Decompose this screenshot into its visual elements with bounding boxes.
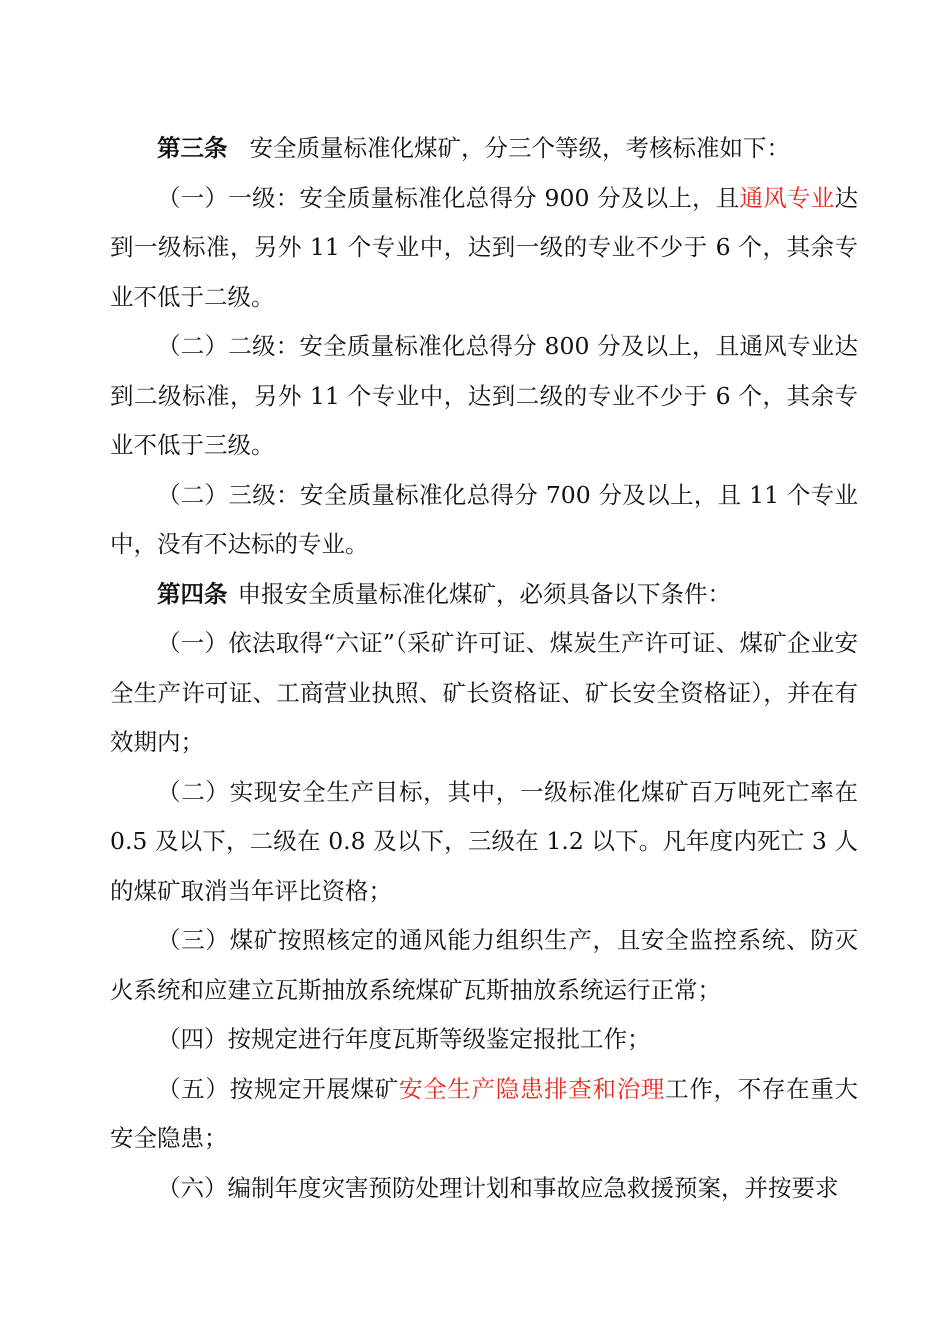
article-4-item-3: （三）煤矿按照核定的通风能力组织生产，且安全监控系统、防灭火系统和应建立瓦斯抽放系统煤矿瓦斯抽放系统运行正常； [110,926,858,1004]
article-4-intro [110,570,858,620]
article-4-item-5 [110,1065,858,1164]
article-3-heading: 第三条 [157,134,228,162]
article-3-item-1-before: （一）一级：安全质量标准化总得分 900 分及以上，且 [157,183,740,212]
article-4-item-5-before: （五）按规定开展煤矿 [157,1074,399,1103]
article-4-heading: 第四条 [157,579,228,608]
article-4-intro-text: 申报安全质量标准化煤矿，必须具备以下条件： [237,579,731,608]
article-3-item-1-after: 达到一级标准，另外 11 个专业中，达到一级的专业不少于 6 个，其余专业不低于二级。 [110,183,859,311]
article-4-item-5-after: 工作，不存在重大安全隐患； [110,1074,859,1152]
article-4-item-6: （六）编制年度灾害预防处理计划和事故应急救援预案，并按要求 [157,1173,839,1202]
article-3-item-2: （二）二级：安全质量标准化总得分 800 分及以上，且通风专业达到二级标准，另外 11 个专业中，达到二级的专业不少于 6 个，其余专业不低于三级。 [110,332,858,459]
article-4-item-4: （四）按规定进行年度瓦斯等级鉴定报批工作； [157,1025,651,1053]
hazard-inspection-highlight: 安全生产隐患排查和治理 [398,1074,666,1103]
article-3-item-3: （二）三级：安全质量标准化总得分 700 分及以上，且 11 个专业中，没有不达标的专业。 [110,480,858,558]
article-3-intro-text: 安全质量标准化煤矿，分三个等级，考核标准如下： [249,134,790,162]
article-3-item-1 [110,174,858,323]
article-4-item-1: （一）依法取得“六证”（采矿许可证、煤炭生产许可证、煤矿企业安全生产许可证、工商营业执照、矿长资格证、矿长安全资格证），并在有效期内； [110,629,858,756]
article-3-intro [110,124,858,174]
ventilation-highlight: 通风专业 [739,183,835,212]
article-4-item-2: （二）实现安全生产目标，其中，一级标准化煤矿百万吨死亡率在 0.5 及以下，二级在 0.8 及以下，三级在 1.2 以下。凡年度内死亡 3 人的煤矿取消当年评比资格； [110,777,858,905]
